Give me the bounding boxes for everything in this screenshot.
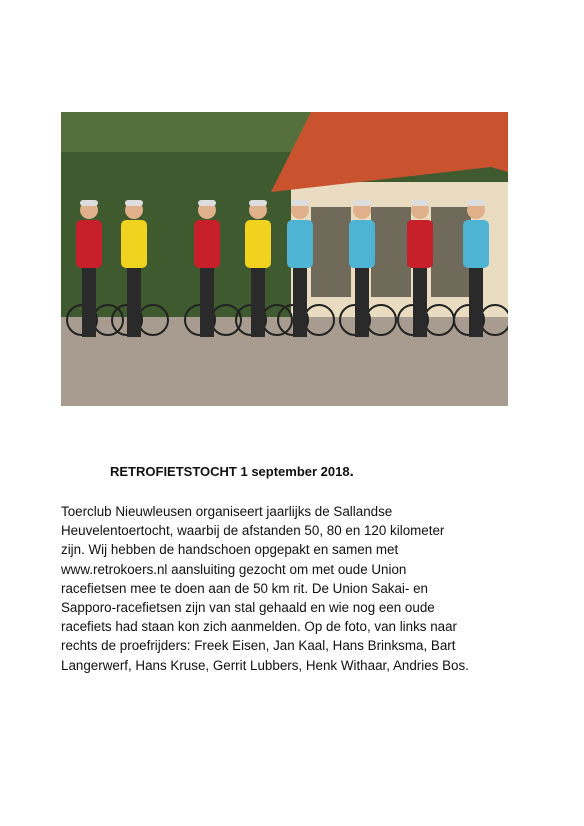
photo-rider-jersey [194, 220, 220, 268]
paragraph-line: Heuvelentoertocht, waarbij de afstanden 50, 80 en 120 kilometer [61, 523, 445, 539]
photo-rider-helmet [291, 200, 309, 206]
photo-rider-jersey [463, 220, 489, 268]
photo-rider-helmet [198, 200, 216, 206]
paragraph-line: Toerclub Nieuwleusen organiseert jaarlijks de Sallandse [61, 504, 393, 519]
event-heading-text: RETROFIETSTOCHT 1 september 2018 [110, 464, 350, 479]
photo-window [371, 207, 411, 297]
photo-rider-helmet [353, 200, 371, 206]
paragraph-line: racefietsen mee te doen aan de 50 km rit. De Union Sakai- en [61, 580, 428, 596]
photo-rider-helmet [80, 200, 98, 206]
photo-rider-helmet [125, 200, 143, 206]
photo-rider-jersey [245, 220, 271, 268]
photo-rider-legs [127, 262, 141, 337]
paragraph-line: zijn. Wij hebben de handschoen opgepakt en samen met [61, 542, 399, 558]
event-heading [110, 463, 354, 480]
paragraph-line: Sapporo-racefietsen zijn van stal gehaald en wie nog een oude [61, 600, 435, 616]
photo-rider-jersey [287, 220, 313, 268]
photo-rider-legs [293, 262, 307, 337]
photo-rider-legs [200, 262, 214, 337]
event-heading-period: . [349, 463, 354, 480]
photo-rider-helmet [467, 200, 485, 206]
paragraph-line: www.retrokoers.nl aansluiting gezocht om met oude Union [61, 561, 407, 577]
group-photo [61, 112, 508, 406]
paragraph-line: Langerwerf, Hans Kruse, Gerrit Lubbers, Henk Withaar, Andries Bos. [61, 657, 469, 673]
photo-rider-legs [469, 262, 483, 337]
paragraph-line: rechts de proefrijders: Freek Eisen, Jan Kaal, Hans Brinksma, Bart [61, 638, 456, 654]
photo-rider-helmet [411, 200, 429, 206]
photo-rider-helmet [249, 200, 267, 206]
photo-rider-jersey [121, 220, 147, 268]
paragraph-line: racefiets had staan kon zich aanmelden. Op de foto, van links naar [61, 619, 458, 635]
photo-rider-jersey [349, 220, 375, 268]
photo-rider-legs [82, 262, 96, 337]
photo-window [311, 207, 351, 297]
event-description [61, 502, 521, 675]
photo-rider-legs [251, 262, 265, 337]
photo-rider-legs [413, 262, 427, 337]
photo-rider-jersey [76, 220, 102, 268]
photo-rider-jersey [407, 220, 433, 268]
cyclists-photo-illustration [61, 112, 508, 406]
photo-rider-legs [355, 262, 369, 337]
